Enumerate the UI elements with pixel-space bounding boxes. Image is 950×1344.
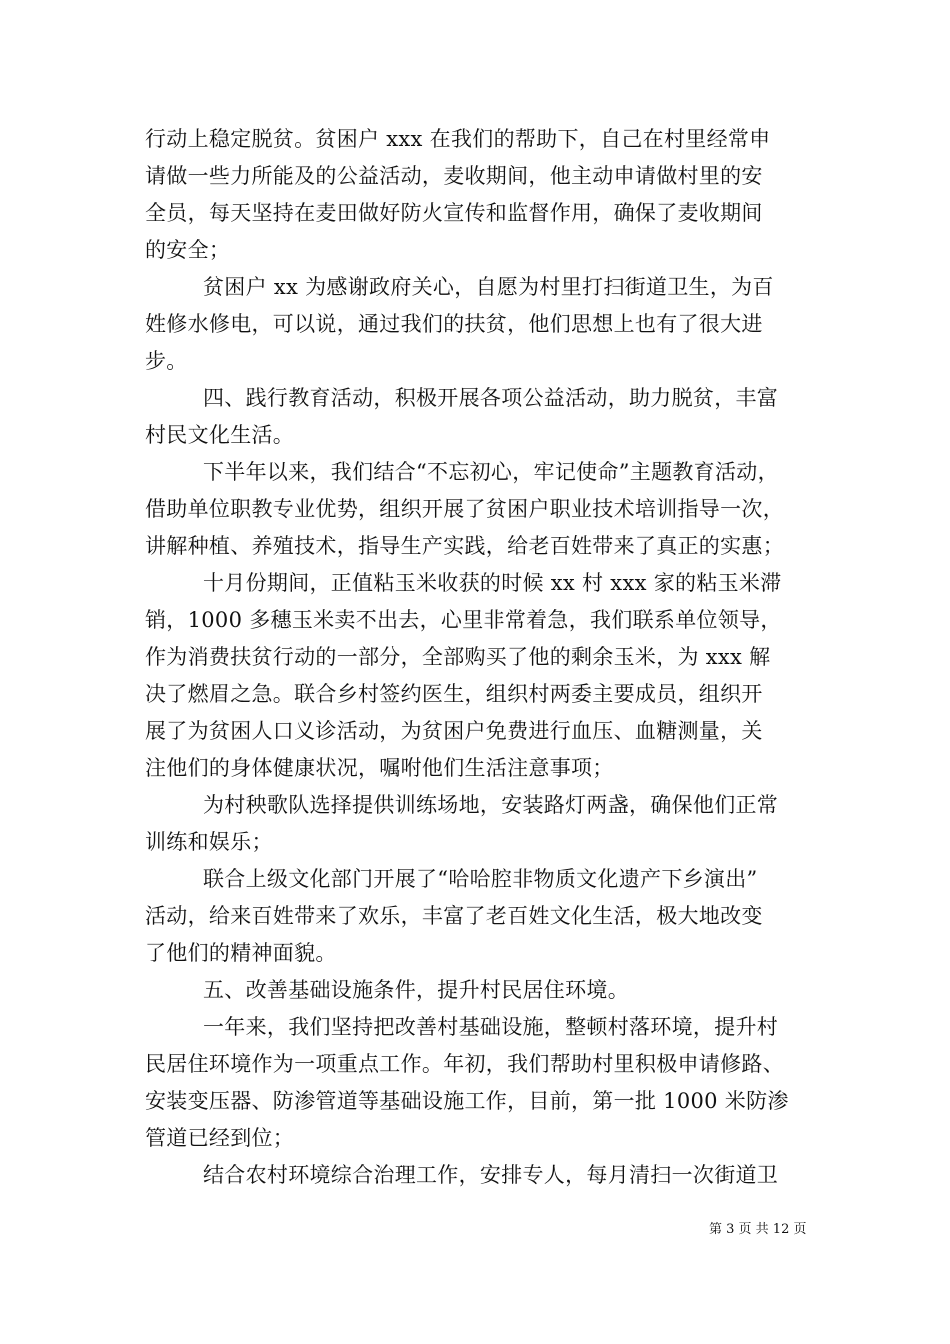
text-line: 请做一些力所能及的公益活动，麦收期间，他主动申请做村里的安 (145, 164, 763, 188)
section-heading-four: 四、践行教育活动，积极开展各项公益活动，助力脱贫，丰富 (203, 386, 779, 410)
text-line: 姓修水修电，可以说，通过我们的扶贫，他们思想上也有了很大进 (145, 312, 763, 336)
paragraph-first-line: 一年来，我们坚持把改善村基础设施，整顿村落环境，提升村 (203, 1015, 779, 1039)
paragraph-first-line: 下半年以来，我们结合“不忘初心，牢记使命”主题教育活动， (203, 460, 779, 484)
paragraph-first-line: 结合农村环境综合治理工作，安排专人，每月清扫一次街道卫 (203, 1163, 779, 1187)
paragraph-first-line: 贫困户 xx 为感谢政府关心，自愿为村里打扫街道卫生，为百 (203, 275, 774, 299)
paragraph-first-line: 联合上级文化部门开展了“哈哈腔非物质文化遗产下乡演出” (203, 867, 758, 891)
text-line: 安装变压器、防渗管道等基础设施工作，目前，第一批 1000 米防渗 (145, 1089, 789, 1113)
text-line: 行动上稳定脱贫。贫困户 xxx 在我们的帮助下，自己在村里经常申 (145, 127, 771, 151)
text-line: 管道已经到位； (145, 1126, 295, 1150)
text-line: 借助单位职教专业优势，组织开展了贫困户职业技术培训指导一次， (145, 497, 784, 521)
text-line: 活动，给来百姓带来了欢乐，丰富了老百姓文化生活，极大地改变 (145, 904, 763, 928)
paragraph-first-line: 十月份期间，正值粘玉米收获的时候 xx 村 xxx 家的粘玉米滞 (203, 571, 782, 595)
text-line: 村民文化生活。 (145, 423, 295, 447)
section-heading-five: 五、改善基础设施条件，提升村民居住环境。 (203, 978, 629, 1002)
text-line: 决了燃眉之急。联合乡村签约医生，组织村两委主要成员，组织开 (145, 682, 763, 706)
text-line: 民居住环境作为一项重点工作。年初，我们帮助村里积极申请修路、 (145, 1052, 784, 1076)
text-line: 展了为贫困人口义诊活动，为贫困户免费进行血压、血糖测量，关 (145, 719, 763, 743)
text-line: 讲解种植、养殖技术，指导生产实践，给老百姓带来了真正的实惠； (145, 534, 784, 558)
text-line: 作为消费扶贫行动的一部分，全部购买了他的剩余玉米，为 xxx 解 (145, 645, 771, 669)
text-line: 的安全； (145, 238, 231, 262)
page-number-footer: 第 3 页 共 12 页 (709, 1222, 807, 1237)
text-line: 了他们的精神面貌。 (145, 941, 337, 965)
text-line: 训练和娱乐； (145, 830, 273, 854)
text-line: 步。 (145, 349, 188, 373)
text-line: 销，1000 多穗玉米卖不出去，心里非常着急，我们联系单位领导， (145, 608, 782, 632)
text-line: 注他们的身体健康状况，嘱咐他们生活注意事项； (145, 756, 614, 780)
paragraph-first-line: 为村秧歌队选择提供训练场地，安装路灯两盏，确保他们正常 (203, 793, 779, 817)
text-line: 全员，每天坚持在麦田做好防火宣传和监督作用，确保了麦收期间 (145, 201, 763, 225)
